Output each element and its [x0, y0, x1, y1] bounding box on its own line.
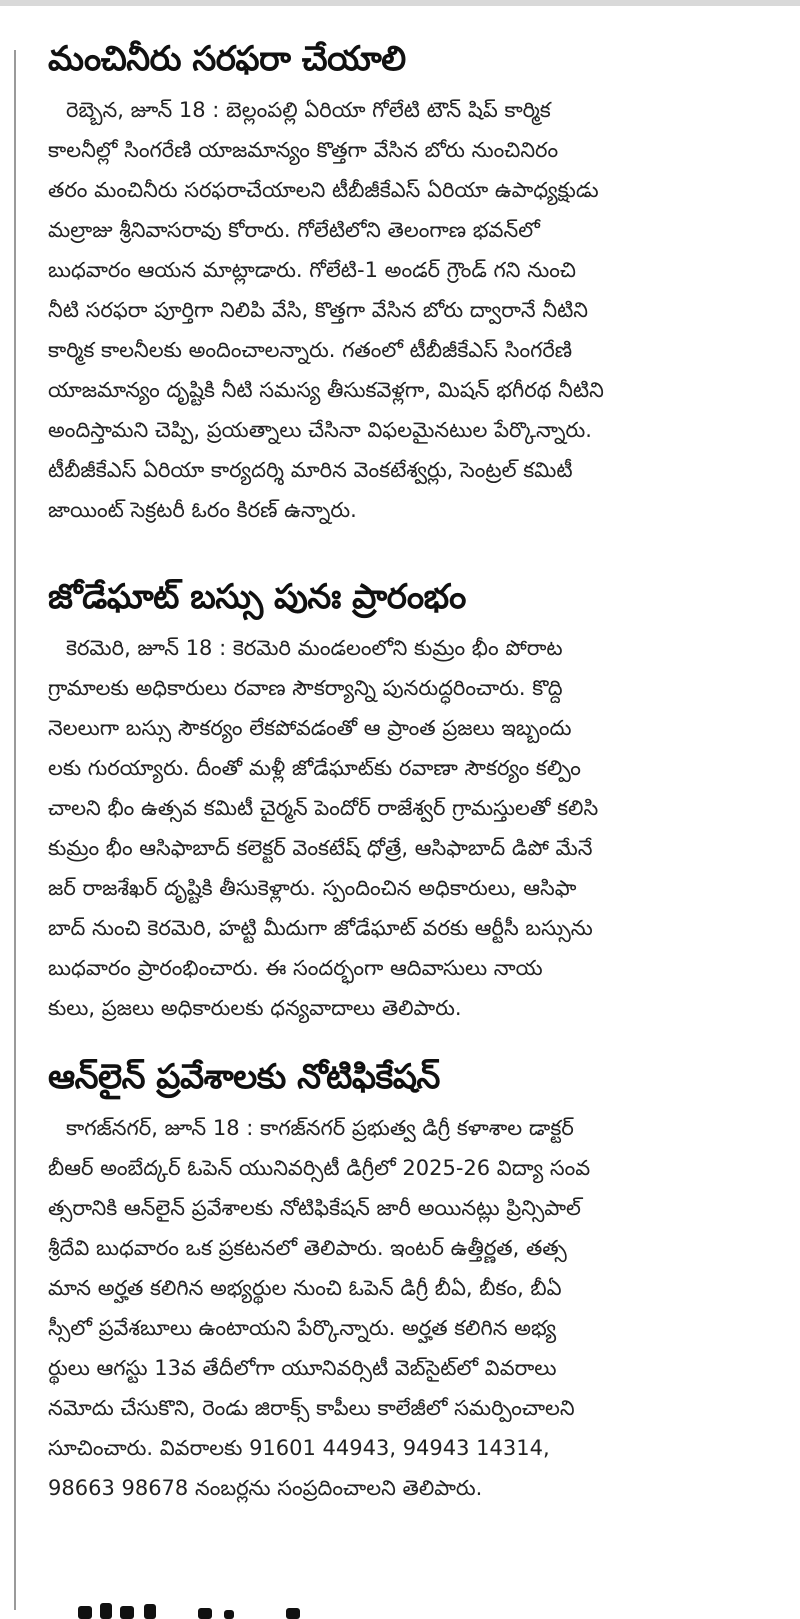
headline: మంచినీరు సరఫరా చేయాలి: [48, 39, 406, 79]
article-body: [48, 90, 778, 530]
body-line: చాలని భీం ఉత్సవ కమిటీ చైర్మన్ పెందోర్ రాజేశ్వర్ గ్రామస్తులతో కలిసి: [48, 796, 599, 820]
body-line: జాయింట్ సెక్రటరీ ఓరం కిరణ్ ఉన్నారు.: [48, 498, 357, 522]
body-line: యాజమాన్యం దృష్టికి నీటి సమస్య తీసుకవెళ్లగా, మిషన్ భగీరథ నీటిని: [48, 378, 604, 402]
body-line: జర్ రాజశేఖర్ దృష్టికి తీసుకెళ్లారు. స్పందించిన అధికారులు, ఆసిఫా: [48, 876, 577, 900]
column-divider: [14, 50, 16, 1610]
article-body: [48, 1108, 778, 1508]
body-line: టీబీజీకేఎస్ ఏరియా కార్యదర్శి మారిన వెంకటేశ్వర్లు, సెంట్రల్ కమిటీ: [48, 458, 573, 482]
article-online-admissions: [48, 1054, 778, 1508]
body-line: బుధవారం ఆయన మాట్లాడారు. గోలేటి-1 అండర్ గ్రౌండ్ గని నుంచి: [48, 258, 576, 282]
body-line: కాలనీల్లో సింగరేణి యాజమాన్యం కొత్తగా వేసిన బోరు నుంచినిరం: [48, 138, 559, 162]
body-line: సూచించారు. వివరాలకు 91601 44943, 94943 14314,: [48, 1436, 550, 1460]
body-line: త్సరానికి ఆన్‌లైన్ ప్రవేశాలకు నోటిఫికేషన్ జారీ అయినట్లు ప్రిన్సిపాల్: [48, 1196, 581, 1220]
body-line: స్సీలో ప్రవేశబూలు ఉంటాయని పేర్కొన్నారు. అర్హత కలిగిన అభ్య: [48, 1316, 557, 1340]
article-drinking-water: [48, 36, 778, 530]
body-line: నెలలుగా బస్సు సౌకర్యం లేకపోవడంతో ఆ ప్రాంత ప్రజలు ఇబ్బందు: [48, 716, 572, 740]
body-line: రెబ్బెన, జూన్ 18 : బెల్లంపల్లి ఏరియా గోలేటి టౌన్ షిప్ కార్మిక: [66, 98, 551, 122]
body-line: కెరమెరి, జూన్ 18 : కెరమెరి మండలంలోని కుమ్రం భీం పోరాట: [66, 636, 563, 660]
body-line: లకు గురయ్యారు. దీంతో మళ్లీ జోడేఘాట్‌కు రవాణా సౌకర్యం కల్పిం: [48, 756, 581, 780]
body-line: 98663 98678 నంబర్లను సంప్రదించాలని తెలిపారు.: [48, 1476, 483, 1500]
truncated-next-headline: [48, 1600, 778, 1619]
body-line: నమోదు చేసుకొని, రెండు జిరాక్స్ కాపీలు కాలేజీలో సమర్పించాలని: [48, 1396, 575, 1420]
article-jodeghat-bus: [48, 574, 778, 1028]
body-line: ర్థులు ఆగస్టు 13వ తేదీలోగా యూనివర్సిటీ వెబ్‌సైట్‌లో వివరాలు: [48, 1356, 557, 1380]
body-line: మాన అర్హత కలిగిన అభ్యర్థుల నుంచి ఓపెన్ డిగ్రీ బీఏ, బీకం, బీఏ: [48, 1276, 562, 1300]
body-line: అందిస్తామని చెప్పి, ప్రయత్నాలు చేసినా విఫలమైనటుల పేర్కొన్నారు.: [48, 418, 592, 442]
top-border: [0, 0, 800, 6]
body-line: మల్రాజు శ్రీనివాసరావు కోరారు. గోలేటిలోని తెలంగాణ భవన్‌లో: [48, 218, 540, 242]
body-line: శ్రీదేవి బుధవారం ఒక ప్రకటనలో తెలిపారు. ఇంటర్ ఉత్తీర్ణత, తత్స: [48, 1236, 567, 1260]
body-line: కుమ్రం భీం ఆసిఫాబాద్ కలెక్టర్ వెంకటేష్ ధోత్రే, ఆసిఫాబాద్ డిపో మేనే: [48, 836, 593, 860]
cut-off-headline-glyphs: [48, 1600, 308, 1619]
body-line: కార్మిక కాలనీలకు అందించాలన్నారు. గతంలో టీబీజీకేఎస్ సింగరేణి: [48, 338, 573, 362]
body-line: బాద్ నుంచి కెరమెరి, హట్టి మీదుగా జోడేఘాట్ వరకు ఆర్టీసీ బస్సును: [48, 916, 593, 940]
headline: జోడేఘాట్ బస్సు పునః ప్రారంభం: [48, 577, 466, 617]
body-line: కులు, ప్రజలు అధికారులకు ధన్యవాదాలు తెలిపారు.: [48, 996, 462, 1020]
article-body: [48, 628, 778, 1028]
body-line: బుధవారం ప్రారంభించారు. ఈ సందర్భంగా ఆదివాసులు నాయ: [48, 956, 543, 980]
body-line: బీఆర్ అంబేద్కర్ ఓపెన్ యునివర్సిటీ డిగ్రీలో 2025-26 విద్యా సంవ: [48, 1156, 591, 1180]
body-line: నీటి సరఫరా పూర్తిగా నిలిపి వేసి, కొత్తగా వేసిన బోరు ద్వారానే నీటిని: [48, 298, 589, 322]
body-line: గ్రామాలకు అధికారులు రవాణ సౌకర్యాన్ని పునరుద్ధరించారు. కొద్ది: [48, 676, 563, 700]
body-line: కాగజ్‌నగర్, జూన్ 18 : కాగజ్‌నగర్ ప్రభుత్వ డిగ్రీ కళాశాల డాక్టర్: [66, 1116, 574, 1140]
headline: ఆన్‌లైన్ ప్రవేశాలకు నోటిఫికేషన్: [48, 1057, 440, 1097]
body-line: తరం మంచినీరు సరఫరాచేయాలని టీబీజీకేఎస్ ఏరియా ఉపాధ్యక్షుడు: [48, 178, 599, 202]
